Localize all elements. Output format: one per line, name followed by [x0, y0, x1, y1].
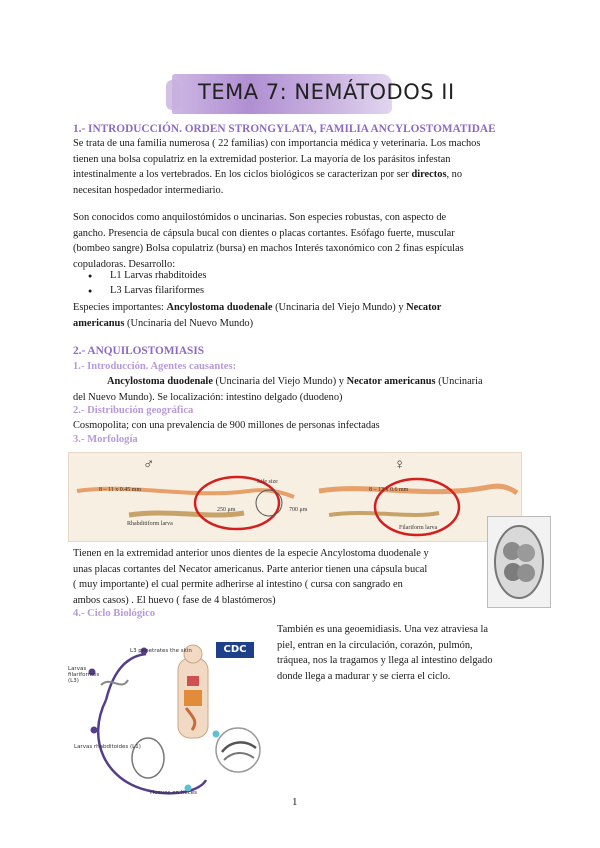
text-line: Tienen en la extremidad anterior unos dientes de la especie Ancylostoma duodenale y	[73, 548, 429, 559]
section-2-heading: 2.- ANQUILOSTOMIASIS	[73, 345, 204, 357]
subsection-heading: 2.- Distribución geográfica	[73, 405, 194, 416]
egg-illustration	[488, 517, 550, 607]
egg-micrograph	[487, 516, 551, 608]
text-line: donde llega a madurar y se cierra el ciclo.	[277, 670, 451, 682]
text-line: unas placas cortantes del Necator americanus. Parte anterior tienen una cápsula bucal	[73, 563, 428, 575]
rhabditiform-larva	[129, 513, 244, 515]
text-line: (bombeo sangre) Bolsa copulatriz (bursa) en machos Interés taxonómico con 2 finas espículas	[73, 243, 464, 255]
text-line: ( muy importante) el cual permite adherirse al intestino ( cursa con sangrado en	[73, 579, 403, 591]
sec1-paragraph-1	[73, 136, 528, 198]
text-line: intestinalmente a los vertebrados. En los ciclos biológicos se caracterizan por ser directos, no	[73, 169, 463, 181]
morphology-illustration	[69, 453, 521, 541]
text-line: Cosmopolita; con una prevalencia de 900 millones de personas infectadas	[73, 420, 380, 431]
cycle-label: Huevos en heces	[150, 790, 197, 796]
text-line: Ancylostoma duodenale (Uncinaria del Viejo Mundo) y Necator americanus (Uncinaria	[107, 376, 483, 387]
larva-drawing	[101, 680, 128, 685]
subsection-heading: 1.- Introducción. Agentes causantes:	[73, 361, 237, 372]
text-line: Especies importantes: Ancylostoma duodenale (Uncinaria del Viejo Mundo) y Necator	[73, 302, 442, 313]
list-item: ● L1 Larvas rhabditoides	[110, 270, 206, 281]
subsection-heading: 4.- Ciclo Biológico	[73, 608, 156, 619]
page-title: TEMA 7: NEMÁTODOS II	[198, 80, 455, 104]
sec1-paragraph-3	[73, 300, 528, 331]
text-line: del Nuevo Mundo). Se localización: intestino delgado (duodeno)	[73, 391, 343, 403]
female-size-label: 8 – 13 x 0.6 mm	[369, 487, 409, 493]
text-line: ambos casos) . El huevo ( fase de 4 blastómeros)	[73, 594, 276, 606]
text-line: tráquea, nos la tragamos y llega al intestino delgado	[277, 655, 493, 667]
page-number: 1	[292, 796, 298, 808]
text-line: Se trata de una familia numerosa ( 22 familias) con importancia médica y veterinaria. Los machos	[73, 138, 481, 149]
life-size-label: Life size	[257, 479, 278, 485]
subsection-heading: 3.- Morfología	[73, 434, 138, 445]
text-line: También es una geoemidiasis. Una vez atraviesa la	[277, 624, 489, 635]
text-line: tienen una bolsa copulatriz en la extremidad posterior. La mayoría de los parásitos infestan	[73, 153, 451, 165]
cycle-label: Larvas filariformes (L3)	[68, 666, 100, 684]
text-line: piel, entran en la circulación, corazón, pulmón,	[277, 639, 473, 651]
scale-label: 700 μm	[289, 507, 308, 513]
filariform-label: Filariform larva	[399, 525, 438, 531]
life-cycle-diagram	[66, 630, 270, 800]
scale-label: 250 μm	[217, 507, 236, 513]
cycle-label: L3 penetrates the skin	[130, 648, 192, 654]
text-line: copuladoras. Desarrollo:	[73, 258, 176, 270]
text-line: Son conocidos como anquilostómidos o uncinarias. Son especies robustas, con aspecto de	[73, 212, 447, 223]
sec2-paragraph-4	[277, 622, 528, 684]
filariform-larva	[329, 513, 439, 515]
sec2-paragraph-1	[73, 374, 528, 405]
text-line: necesitan hospedador intermediario.	[73, 184, 224, 196]
sec2-paragraph-3	[73, 546, 478, 608]
text-line: americanus (Uncinaria del Nuevo Mundo)	[73, 317, 254, 329]
male-symbol: ♂	[143, 457, 155, 473]
morphology-figure	[68, 452, 522, 542]
female-symbol: ♀	[394, 457, 406, 473]
cdc-logo: CDC	[216, 642, 254, 658]
female-worm	[319, 486, 517, 493]
text-line: gancho. Presencia de cápsula bucal con dientes o placas cortantes. Esófago fuerte, muscular	[73, 227, 455, 239]
section-1-heading: 1.- INTRODUCCIÓN. ORDEN STRONGYLATA, FAMILIA ANCYLOSTOMATIDAE	[73, 123, 496, 135]
sec1-paragraph-2	[73, 210, 528, 272]
cycle-label: Larvas rhabditoides (L1)	[74, 744, 141, 750]
rhabditiform-label: Rhabditiform larva	[127, 521, 173, 527]
male-size-label: 8 – 11 x 0.45 mm	[99, 487, 142, 493]
list-item: ● L3 Larvas filariformes	[110, 285, 204, 296]
